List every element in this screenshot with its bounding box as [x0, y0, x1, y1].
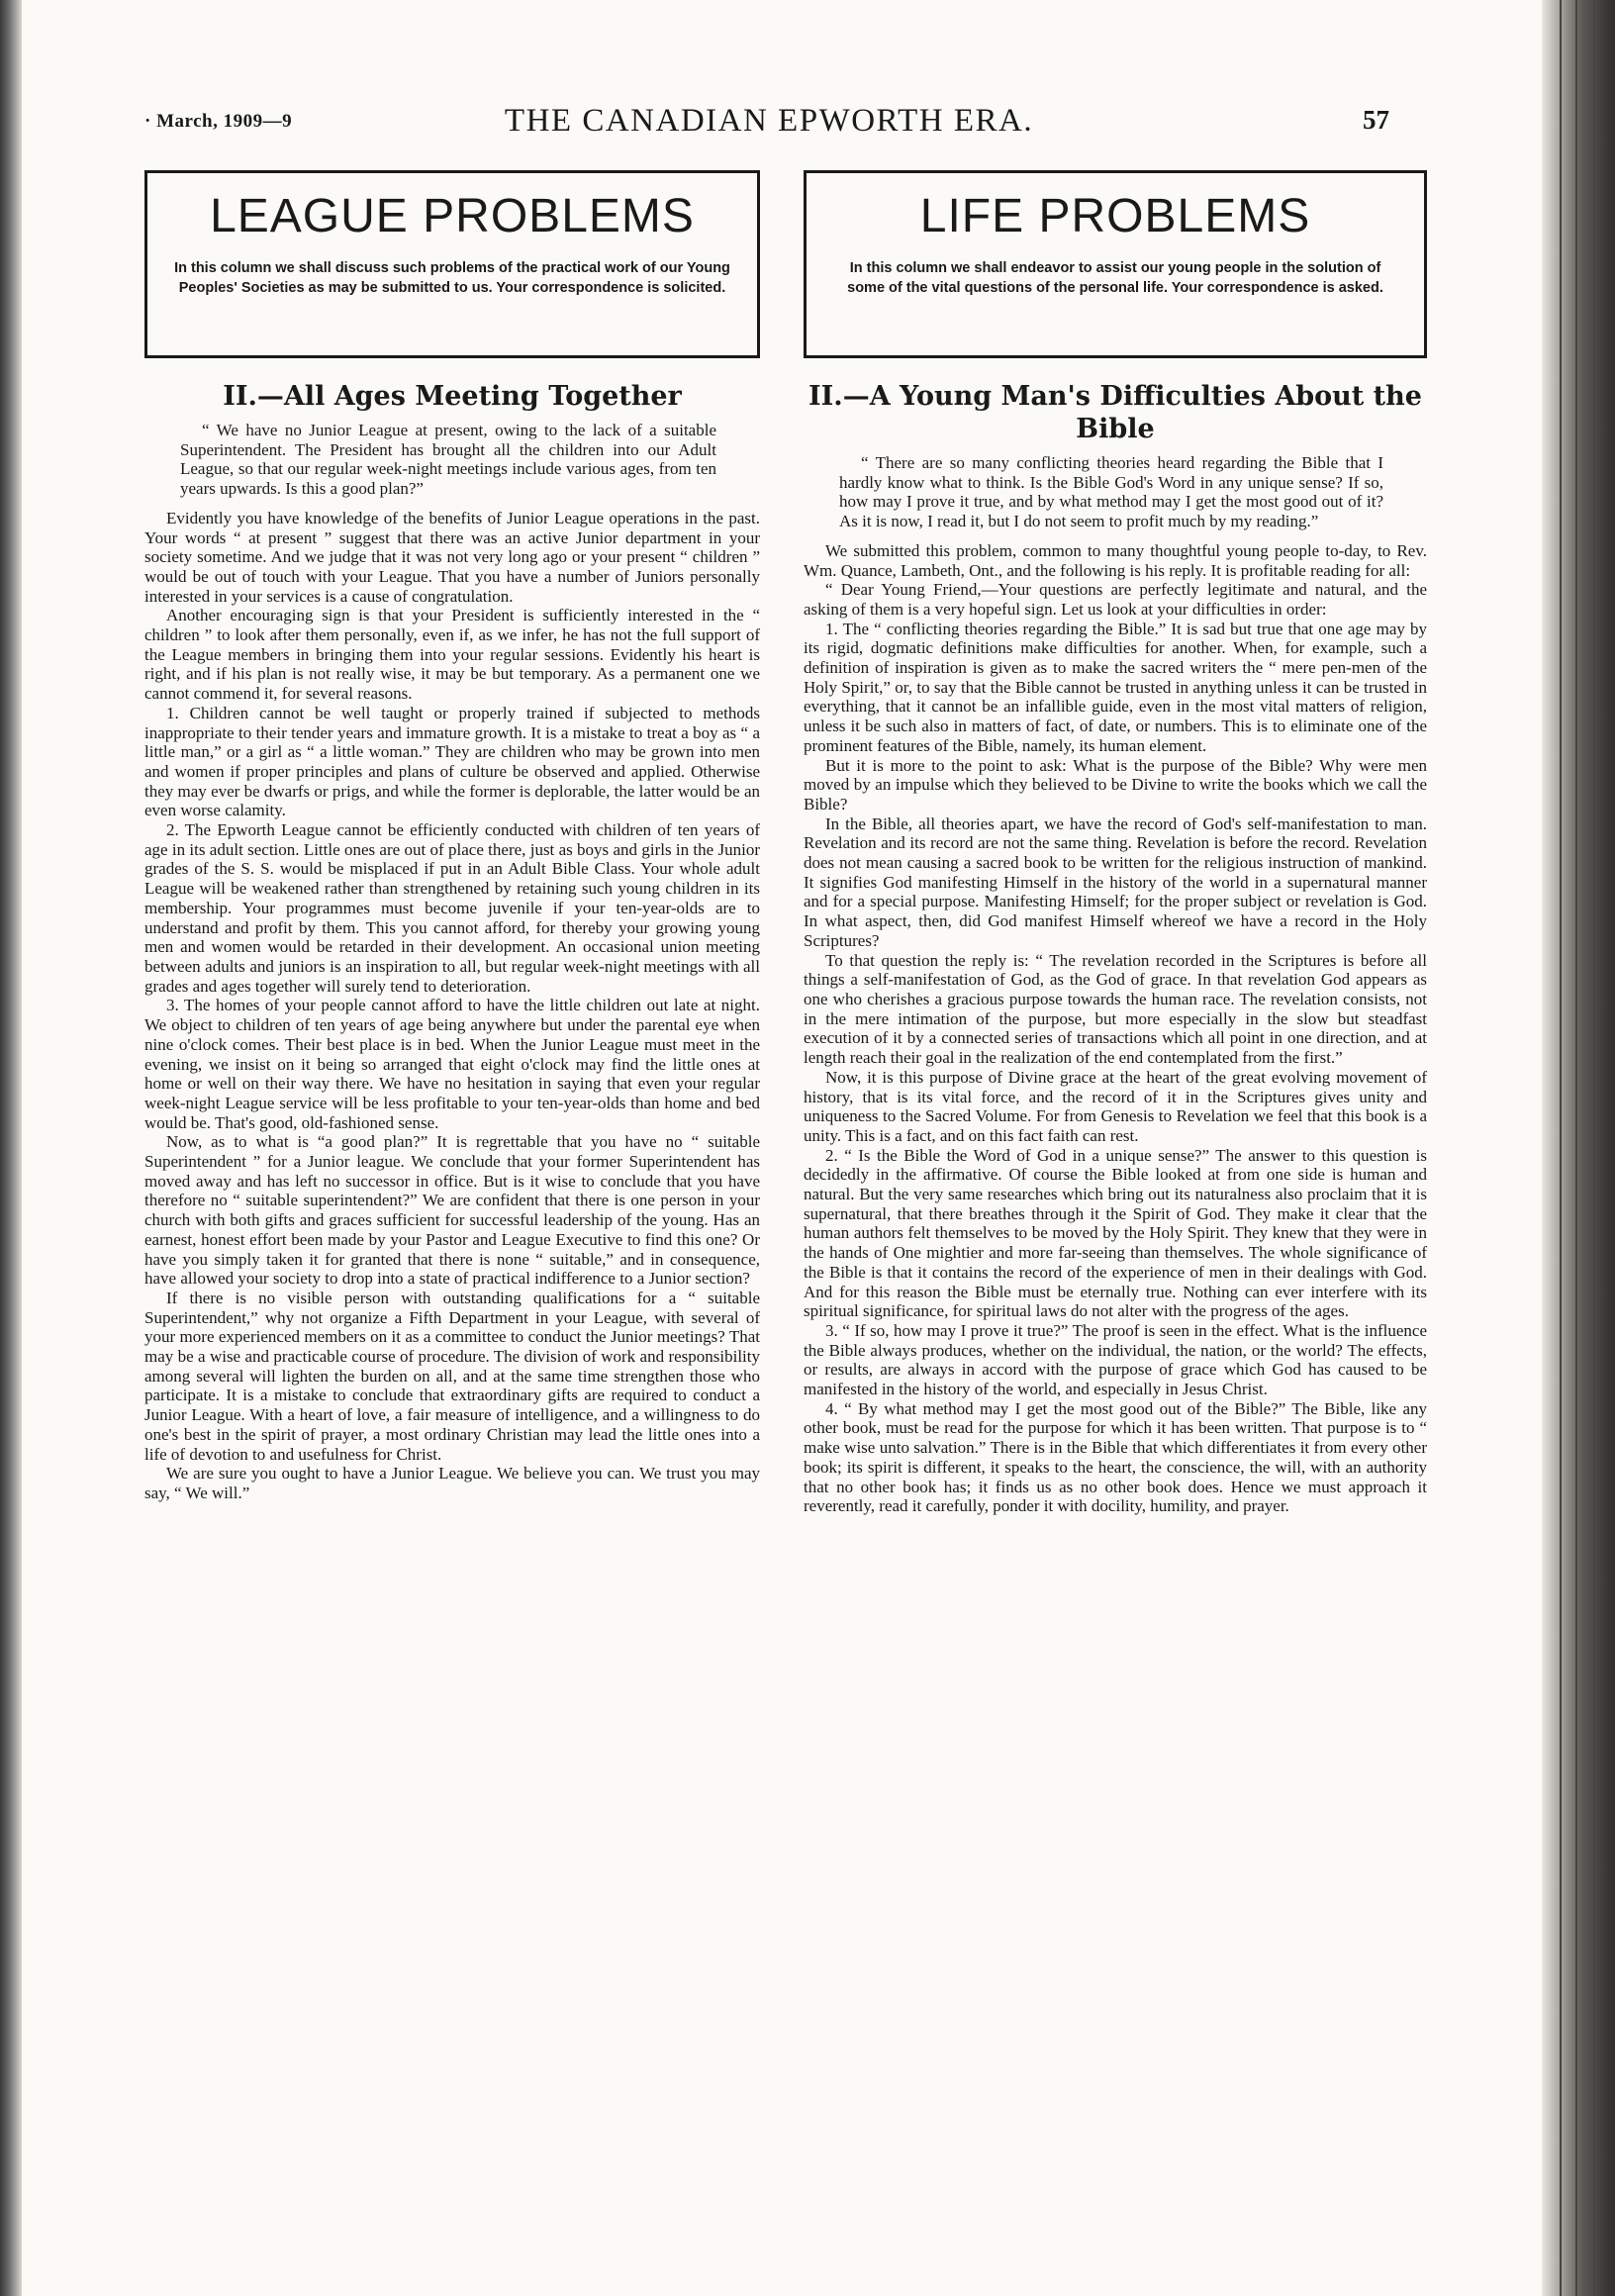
reader-question: “ We have no Junior League at present, owing to the lack of a suitable Superintendent. The President has brought all the children into our Adult League, so that our regular week-night meetings include various ages, from ten years upwards. Is this a good plan?”: [180, 421, 716, 499]
paragraph: Now, as to what is “a good plan?” It is regrettable that you have no “ suitable Superintendent ” for a Junior league. We conclude that your former Superintendent has moved away and has left no successor in office. But is it wise to conclude that you have therefore no “ suitable superintendent?” We are confident that there is one person in your church with both gifts and graces sufficient for successful leadership of the young. Has an earnest, honest effort been made by your Pastor and League Executive to find this one? Or have you simply taken it for granted that there is none “ suitable,” and in consequence, have allowed your society to drop into a state of practical indifference to a Junior section?: [144, 1132, 760, 1289]
right-column: [804, 170, 1427, 1516]
box-note: In this column we shall endeavor to assist our young people in the solution of some of the vital questions of the personal life. Your correspondence is asked.: [847, 260, 1383, 296]
issue-date: · March, 1909—9: [144, 111, 293, 132]
paragraph: “ Dear Young Friend,—Your questions are perfectly legitimate and natural, and the asking of them is a very hopeful sign. Let us look at your difficulties in order:: [804, 580, 1427, 619]
article-title: II.—All Ages Meeting Together: [223, 381, 682, 412]
reader-question: “ There are so many conflicting theories heard regarding the Bible that I hardly know what to think. Is the Bible God's Word in any unique sense? If so, how may I prove it true, and by what method may I get the most good out of it? As it is now, I read it, but I do not seem to profit much by my reading.”: [839, 453, 1383, 531]
left-column: [144, 170, 760, 1503]
paragraph: In the Bible, all theories apart, we have the record of God's self-manifestation to man. Revelation and its record are not the same thing. Revelation is before the record. Revelation does not mean causing a sacred book to be written for the religious instruction of mankind. It signifies God manifesting Himself in the history of the world in a supernatural manner and for a special purpose. Manifesting Himself; for the proper subject or revelation is God. In what aspect, then, did God manifest Himself whereof we have a record in the Holy Scriptures?: [804, 813, 1427, 950]
paragraph: But it is more to the point to ask: What is the purpose of the Bible? Why were men moved by an impulse which they believed to be Divine to write the books which we call the Bible?: [804, 755, 1427, 813]
magazine-title: THE CANADIAN EPWORTH ERA.: [504, 103, 1034, 139]
paragraph: If there is no visible person with outstanding qualifications for a “ suitable Superintendent,” why not organize a Fifth Department in your League, with several of your more experienced members on it as a committee to conduct the Junior meetings? That may be a wise and practicable course of procedure. The division of work and responsibility among several will lighten the burden on all, and at the same time strengthen those who participate. It is a mistake to conclude that extraordinary gifts are required to conduct a Junior League. With a heart of love, a fair measure of intelligence, and a willingness to do one's best in the spirit of prayer, a most ordinary Christian may lead the little ones into a life of devotion to and usefulness for Christ.: [144, 1288, 760, 1464]
box-title: LEAGUE PROBLEMS: [210, 190, 695, 242]
paragraph: 1. The “ conflicting theories regarding the Bible.” It is sad but true that one age may by its rigid, dogmatic definitions make difficulties for another. When, for example, such a definition of inspiration is given as to make the sacred writers the “ mere pen-men of the Holy Spirit,” or, to say that the Bible cannot be trusted in anything unless it can be trusted in everything, that it cannot be an infallible guide, even in the most vital matters of religion, unless it be such also in matters of fact, of date, or numbers. This is to eliminate one of the prominent features of the Bible, namely, its human element.: [804, 619, 1427, 755]
box-note: In this column we shall discuss such problems of the practical work of our Young Peoples' Societies as may be submitted to us. Your correspondence is solicited.: [174, 260, 730, 296]
league-problems-box: [144, 170, 760, 358]
paragraph: 2. “ Is the Bible the Word of God in a unique sense?” The answer to this question is decidedly in the affirmative. Of course the Bible looked at from one side is human and natural. But the very same researches which bring out its naturalness also proclaim that it is supernatural, that there breathes through it the Spirit of God. They make it clear that the human authors felt themselves to be moved by the Holy Spirit. They knew that they were in the hands of One mightier and more far-seeing than themselves. The whole significance of the Bible is that it contains the record of the experience of men in their dealings with God. And for this reason the Bible must be eternally true. Nothing can ever interfere with its spiritual significance, for spiritual laws do not alter with the progress of the ages.: [804, 1145, 1427, 1321]
paragraph: We are sure you ought to have a Junior League. We believe you can. We trust you may say, “ We will.”: [144, 1464, 760, 1502]
paragraph: 3. The homes of your people cannot afford to have the little children out late at night. We object to children of ten years of age being anywhere but under the parental eye when nine o'clock comes. Their best place is in bed. When the Junior League must meet in the evening, we insist on it being so arranged that eight o'clock may find the little ones at home or well on their way there. We have no hesitation in saying that even your regular week-night League service will be less profitable to your ten-year-olds than home and bed would be. That's good, old-fashioned sense.: [144, 996, 760, 1132]
paragraph: Evidently you have knowledge of the benefits of Junior League operations in the past. Your words “ at present ” suggest that there was an active Junior department in your society sometime. And we judge that it was not very long ago or your present “ children ” would be out of touch with your League. That you have a number of Juniors personally interested in your services is a cause of congratulation.: [144, 508, 760, 606]
life-problems-box: [804, 170, 1427, 358]
article-body: [144, 421, 760, 1503]
paragraph: 2. The Epworth League cannot be efficiently conducted with children of ten years of age in its adult section. Little ones are out of place there, just as boys and girls in the Junior grades of the S. S. would be misplaced if put in an Adult Bible Class. Your whole adult League will be weakened rather than strengthened by retaining such young children in its membership. Your programmes must become juvenile if your ten-year-olds are to understand and profit by them. This you cannot afford, for thereby your growing young men and women would be retarded in their development. An occasional union meeting between adults and juniors is an inspiration to all, but regular week-night meetings with all grades and ages together will surely tend to deterioration.: [144, 820, 760, 996]
paragraph: 4. “ By what method may I get the most good out of the Bible?” The Bible, like any other book, must be read for the purpose for which it has been written. That purpose is to “ make wise unto salvation.” There is in the Bible that which differentiates it from every other book; its spirit is different, it speaks to the heart, the conscience, the will, with an authority that no other book has; it finds us as no other book does. Hence we must approach it reverently, read it carefully, ponder it with docility, humility, and prayer.: [804, 1398, 1427, 1516]
page-stack-edge: [1542, 0, 1615, 2296]
paragraph: 1. Children cannot be well taught or properly trained if subjected to methods inappropriate to their tender years and immature growth. It is a mistake to treat a boy as “ a little man,” or a girl as “ a little woman.” They are children who may be grown into men and women if proper principles and plans of culture be observed and applied. Otherwise they may ever be dwarfs or prigs, and while the former is deplorable, the latter would be an even worse calamity.: [144, 703, 760, 820]
paragraph: We submitted this problem, common to many thoughtful young people to-day, to Rev. Wm. Quance, Lambeth, Ont., and the following is his reply. It is profitable reading for all:: [804, 540, 1427, 580]
paragraph: Another encouraging sign is that your President is sufficiently interested in the “ children ” to look after them personally, even if, as we infer, he has not the full support of the League members in bringing them into your regular sessions. Evidently his heart is right, and if his plan is not really wise, it may be but temporary. As a permanent one we cannot commend it, for several reasons.: [144, 606, 760, 704]
paragraph: 3. “ If so, how may I prove it true?” The proof is seen in the effect. What is the influence the Bible always produces, whether on the individual, the nation, or the world? The effects, or results, are always in accord with the purpose of grace which God has caused to be manifested in the history of the world, and especially in Jesus Christ.: [804, 1320, 1427, 1399]
paragraph: To that question the reply is: “ The revelation recorded in the Scriptures is before all things a self-manifestation of God, as the God of grace. In that revelation God appears as one who cherishes a gracious purpose towards the human race. The revelation consists, not in the mere intimation of the purpose, but more especially in the slow but steadfast execution of it by a connected series of transactions which all point in one direction, and at length reach their goal in the realization of the end contemplated from the first.”: [804, 950, 1427, 1068]
article-body: [804, 453, 1427, 1516]
book-binding-shadow: [0, 0, 22, 2296]
box-title: LIFE PROBLEMS: [919, 190, 1311, 242]
article-title: II.—A Young Man's Difficulties About the Bible: [808, 381, 1422, 444]
page-number: 57: [1363, 105, 1389, 135]
running-header: [144, 103, 1393, 143]
paragraph: Now, it is this purpose of Divine grace at the heart of the great evolving movement of history, that is its vital force, and the record of it in the Scriptures gives unity and uniqueness to the Sacred Volume. For from Genesis to Revelation we feel that this book is a unity. This is a fact, and on this fact faith can rest.: [804, 1067, 1427, 1145]
